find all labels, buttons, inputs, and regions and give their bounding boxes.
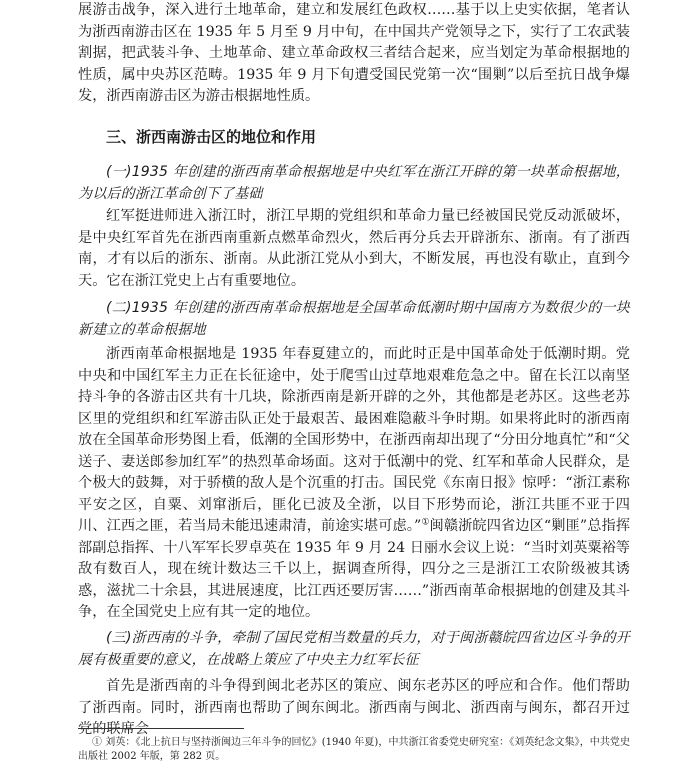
- paragraph-3-part-1: 浙西南革命根据地是 1935 年春夏建立的，而此时正是中国革命处于低潮时期。党中央和中国红军主力正在长征途中，处于爬雪山过草地艰难危急之中。留在长江以南坚持斗争的各游击区共有十几块，除浙西南是新开辟的之外，其他都是老苏区。这些老苏区里的党组织和红军游击队正处于最艰苦、最困难隐蔽斗争时期。如果将此时的浙西南放在全国革命形势图上看，低潮的全国形势中，在浙西南却出现了“分田分地真忙”和“父送子、妻送郎参加红军”的热烈革命场面。这对于低潮中的党、红军和革命人民群众，是个极大的鼓舞，对于骄横的敌人是个沉重的打击。国民党《东南日报》惊呼：“浙江素称平安之区，自粟、刘窜浙后，匪化已波及全浙，以目下形势而论，浙江共匪不亚于四川、江西之匪，若当局未能迅速肃清，前途实堪可虑。”: [78, 346, 630, 534]
- paragraph-4: 首先是浙西南的斗争得到闽北老苏区的策应、闽东老苏区的呼应和合作。他们帮助了浙西南。同时，浙西南也帮助了闽东闽北。浙西南与闽北、浙西南与闽东，都召开过党的联席会: [78, 678, 630, 737]
- section-title: 三、浙西南游击区的地位和作用: [106, 128, 317, 146]
- paragraph-2: 红军挺进师进入浙江时，浙江早期的党组织和革命力量已经被国民党反动派破坏，是中央红军首先在浙西南重新点燃革命烈火，然后再分兵去开辟浙东、浙南。有了浙西南，才有以后的浙东、浙南。从此浙江党从小到大，不断发展，再也没有歇止，直到今天。它在浙江党史上占有重要地位。: [78, 208, 630, 289]
- subheading-3: (三)浙西南的斗争，牵制了国民党相当数量的兵力，对于闽浙赣皖四省边区斗争的开展有极重要的意义，在战略上策应了中央主力红军长征: [78, 630, 630, 668]
- subheading-2: (二)1935 年创建的浙西南革命根据地是全国革命低潮时期中国南方为数很少的一块新建立的革命根据地: [78, 300, 630, 338]
- footnote-divider: [78, 728, 244, 729]
- paragraph-3: [78, 344, 630, 624]
- footnote: ① 刘英：《北上抗日与坚持浙闽边三年斗争的回忆》(1940 年夏)，中共浙江省委党史研究室：《刘英纪念文集》，中共党史出版社 2002 年版，第 282 页。: [78, 737, 630, 762]
- paragraph-intro-continuation: 展游击战争，深入进行土地革命，建立和发展红色政权……基于以上史实依据，笔者认为浙西南游击区在 1935 年 5 月至 9 月中旬，在中国共产党领导之下，实行了工农武装割据，把武装斗争、土地革命、建立革命政权三者结合起来，应当划定为革命根据地的性质，属中央苏区范畴。1935 年 9 月下旬遭受国民党第一次“围剿”以后至抗日战争爆发，浙西南游击区为游击根据地性质。: [78, 2, 630, 104]
- subheading-1: (一)1935 年创建的浙西南革命根据地是中央红军在浙江开辟的第一块革命根据地，为以后的浙江革命创下了基础: [78, 164, 630, 202]
- footnote-reference-mark[interactable]: ①: [421, 517, 430, 528]
- paragraph-3-part-2: 闽赣浙皖四省边区“剿匪”总指挥部副总指挥、十八军军长罗卓英在 1935 年 9 月 24 日丽水会议上说：“当时刘英粟裕等敌有数百人，现在统计数达三千以上，据调查所得，四分之三是浙江工农阶级被其诱惑，滋扰二十余县，其进展速度，比江西还要厉害……”浙西南革命根据地的创建及其斗争，在全国党史上应有其一定的地位。: [78, 518, 631, 620]
